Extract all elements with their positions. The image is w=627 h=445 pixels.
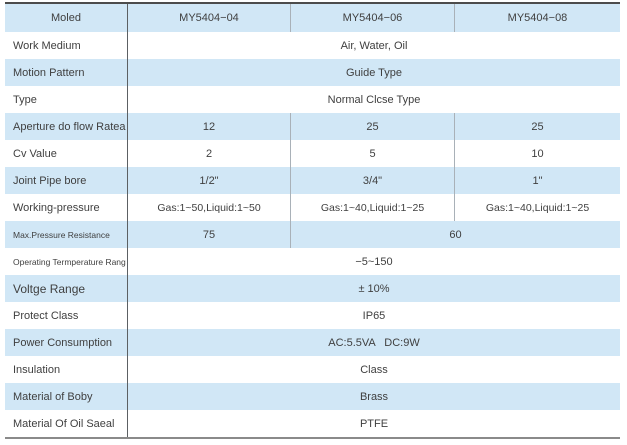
row-label: Insulation <box>5 356 128 383</box>
row-protect-class <box>5 302 620 329</box>
row-value-col2: 2 <box>128 140 291 167</box>
row-value-col2: 75 <box>128 221 291 248</box>
row-label: Material Of Oil Saeal <box>5 410 128 437</box>
table-header-row <box>5 4 620 32</box>
row-value: PTFE <box>359 417 389 430</box>
row-label: Material of Boby <box>5 383 128 410</box>
row-value: Brass <box>359 390 389 403</box>
row-value: ± 10% <box>358 282 390 295</box>
row-value: AC:5.5VA DC:9W <box>328 336 420 349</box>
row-value-col4: 10 <box>531 147 544 160</box>
row-value-col4: 1" <box>532 174 543 187</box>
row-operating-temperature-range <box>5 248 620 275</box>
row-value-col3-4: 60 <box>449 228 462 241</box>
row-label: Voltge Range <box>5 275 128 302</box>
row-label: Type <box>5 86 128 113</box>
row-label: Max.Pressure Resistance <box>5 221 128 248</box>
header-model-my5404-08: MY5404−08 <box>507 12 568 24</box>
row-insulation <box>5 356 620 383</box>
row-label: Joint Pipe bore <box>5 167 128 194</box>
row-value: Air, Water, Oil <box>340 39 408 52</box>
row-value: IP65 <box>362 309 386 322</box>
row-value-col3: 3/4" <box>291 167 455 194</box>
row-label: Cv Value <box>5 140 128 167</box>
row-value-col2: Gas:1~50,Liquid:1~50 <box>128 194 291 221</box>
row-type <box>5 86 620 113</box>
row-value-col3: Gas:1~40,Liquid:1~25 <box>291 194 455 221</box>
spec-table <box>5 2 620 439</box>
row-label: Work Medium <box>5 32 128 59</box>
row-work-medium <box>5 32 620 59</box>
row-value: Normal Clcse Type <box>327 93 421 106</box>
row-power-consumption <box>5 329 620 356</box>
row-label: Working-pressure <box>5 194 128 221</box>
row-value: Guide Type <box>345 66 403 79</box>
row-value-col3: 5 <box>291 140 455 167</box>
row-voltage-range <box>5 275 620 302</box>
row-label: Aperture do flow Ratea <box>5 113 128 140</box>
row-material-of-body <box>5 383 620 410</box>
row-value-col3: 25 <box>291 113 455 140</box>
row-value-col2: 1/2" <box>128 167 291 194</box>
row-motion-pattern <box>5 59 620 86</box>
header-model-label: Moled <box>5 4 128 32</box>
row-aperture-flow-rate <box>5 113 620 140</box>
row-value-col2: 12 <box>128 113 291 140</box>
row-value-col4: Gas:1~40,Liquid:1~25 <box>485 201 590 214</box>
header-model-my5404-06: MY5404−06 <box>291 4 455 32</box>
row-value: Class <box>360 363 388 376</box>
row-label: Protect Class <box>5 302 128 329</box>
row-value: −5~150 <box>355 255 393 268</box>
row-max-pressure-resistance <box>5 221 620 248</box>
row-joint-pipe-bore <box>5 167 620 194</box>
row-material-of-oil-seal <box>5 410 620 437</box>
row-label: Operating Termperature Rang <box>5 248 128 275</box>
header-model-my5404-04: MY5404−04 <box>128 4 291 32</box>
row-label: Power Consumption <box>5 329 128 356</box>
row-working-pressure <box>5 194 620 221</box>
row-label: Motion Pattern <box>5 59 128 86</box>
row-value-col4: 25 <box>531 120 544 133</box>
row-cv-value <box>5 140 620 167</box>
